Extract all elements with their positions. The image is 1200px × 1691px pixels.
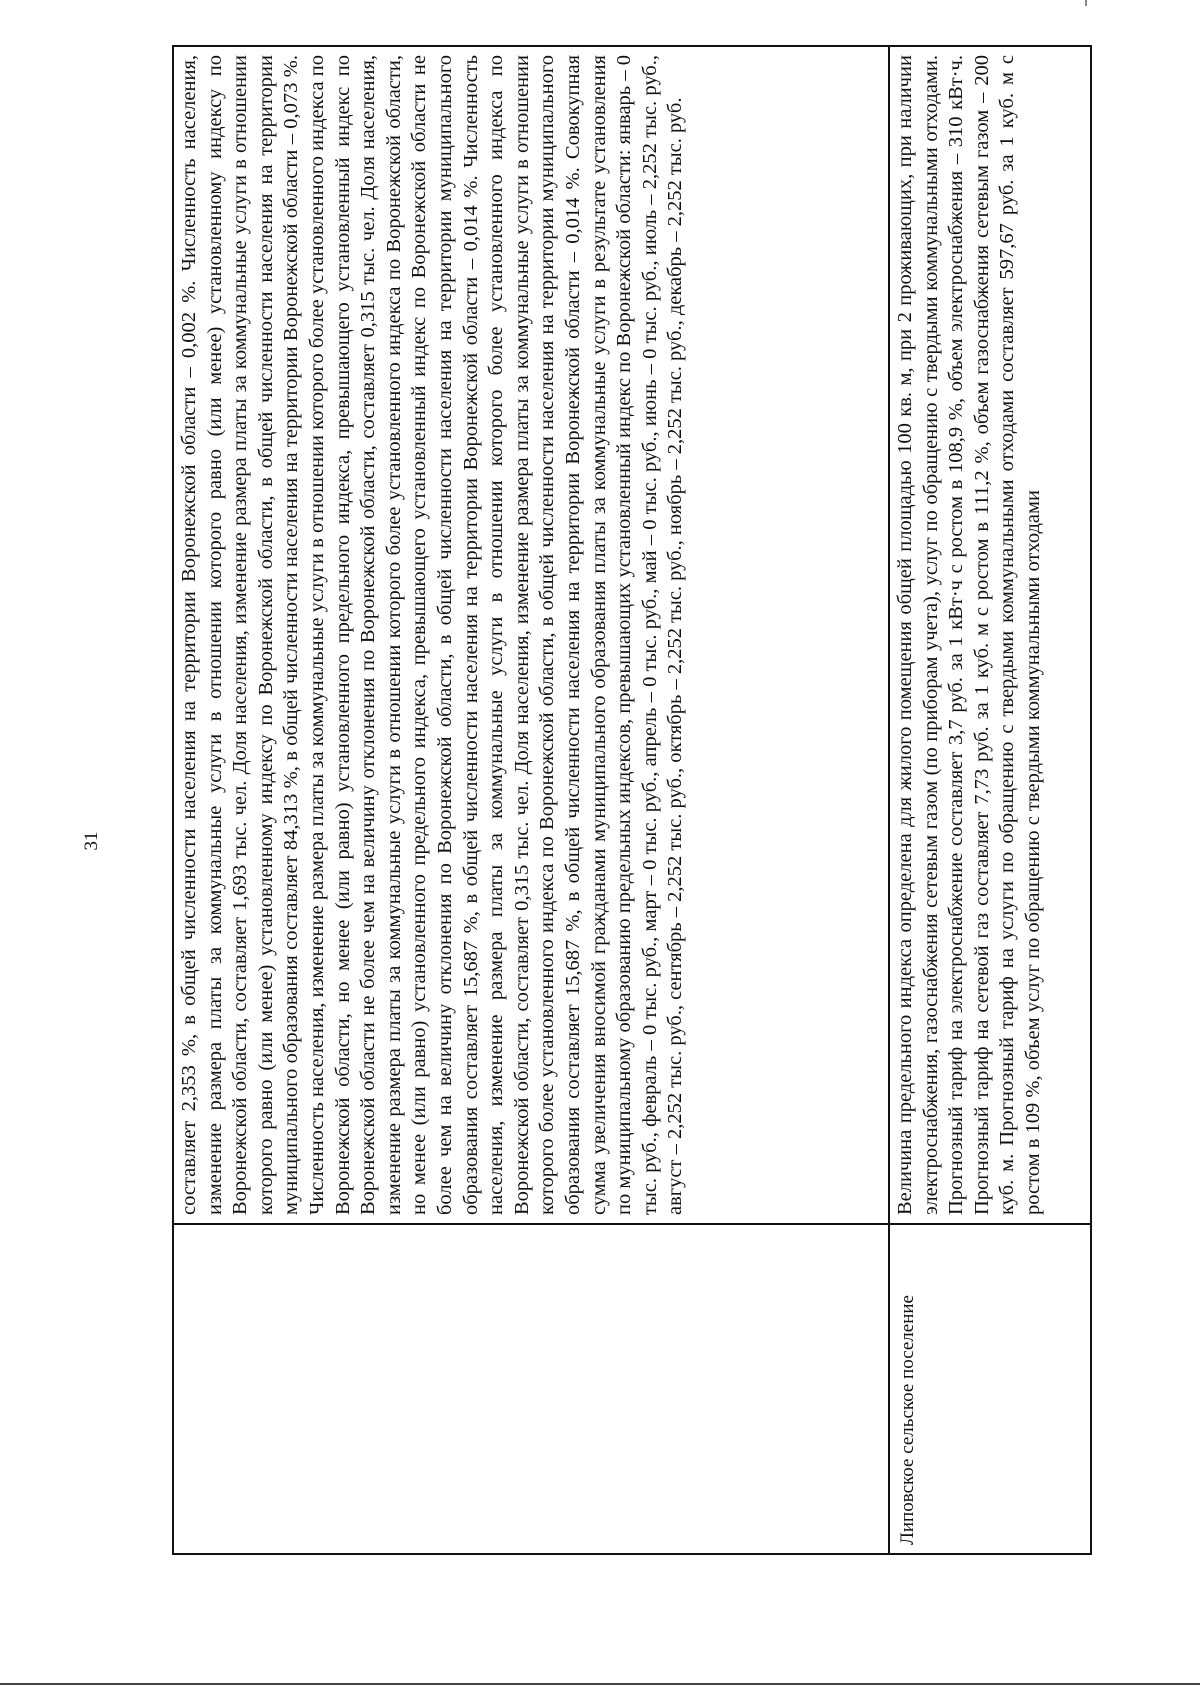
municipality-name-cell xyxy=(174,1223,888,1553)
table-row xyxy=(890,47,1090,1553)
page-bottom-rule xyxy=(0,1683,1200,1685)
municipality-name-cell: Липовское сельское поселение xyxy=(890,1223,1090,1553)
table-row xyxy=(174,47,890,1553)
municipal-index-table xyxy=(172,45,1092,1555)
scan-mark xyxy=(1085,0,1087,6)
description-cell: составляет 2,353 %, в общей численности населения на территории Воронежской области – 0,002 %. Численность населения, изменение размера платы за коммунальные услуги в отношении которого равно (или менее) установленному индексу по Воронежской области, составляет 1,693 тыс. чел. Доля населения, изменение размера платы за коммунальные услуги в отношении которого равно (или менее) установленному индексу по Воронежской области, в общей численности населения на территории муниципального образования составляет 84,313 %, в общей численности населения на территории Воронежской области – 0,073 %. Численность населения, изменение размера платы за коммунальные услуги в отношении которого более установленного индекса по Воронежской области, но менее (или равно) установленного предельного индекса, превышающего установленный индекс по Воронежской области не более чем на величину отклонения по Воронежской области, составляет 0,315 тыс. чел. Доля населения, изменение размера платы за коммунальные услуги в отношении которого более установленного индекса по Воронежской области, но менее (или равно) установленного предельного индекса, превышающего установленный индекс по Воронежской области не более чем на величину отклонения по Воронежской области, в общей численности населения на территории муниципального образования составляет 15,687 %, в общей численности населения на территории Воронежской области – 0,014 %. Численность населения, изменение размера платы за коммунальные услуги в отношении которого более установленного индекса по Воронежской области, составляет 0,315 тыс. чел. Доля населения, изменение размера платы за коммунальные услуги в отношении которого более установленного индекса по Воронежской области, в общей численности населения на территории муниципального образования составляет 15,687 %, в общей численности населения на территории Воронежской области – 0,014 %. Совокупная сумма увеличения вносимой гражданами муниципального образования платы за коммунальные услуги в результате установления по муниципальному образованию предельных индексов, превышающих установленный индекс по Воронежской области: январь – 0 тыс. руб., февраль – 0 тыс. руб., март – 0 тыс. руб., апрель – 0 тыс. руб., май – 0 тыс. руб., июнь – 0 тыс. руб., июль – 2,252 тыс. руб., август – 2,252 тыс. руб., сентябрь – 2,252 тыс. руб., октябрь – 2,252 тыс. руб., ноябрь – 2,252 тыс. руб., декабрь – 2,252 тыс. руб. xyxy=(178,55,687,1215)
description-cell: Величина предельного индекса определена для жилого помещения общей площадью 100 кв. м, при 2 проживающих, при наличии электроснабжения, газоснабжения сетевым газом (по приборам учета), услуг по обращению с твердыми коммунальными отходами. Прогнозный тариф на электроснабжение составляет 3,7 руб. за 1 кВт·ч с ростом в 108,9 %, объем электроснабжения – 310 кВт·ч. Прогнозный тариф на сетевой газ составляет 7,73 руб. за 1 куб. м с ростом в 111,2 %, объем газоснабжения сетевым газом – 200 куб. м. Прогнозный тариф на услуги по обращению с твердыми коммунальными отходами составляет 597,67 руб. за 1 куб. м с ростом в 109 %, объем услуг по обращению с твердыми коммунальными отходами xyxy=(894,55,1044,1215)
page-number: 31 xyxy=(81,831,102,851)
